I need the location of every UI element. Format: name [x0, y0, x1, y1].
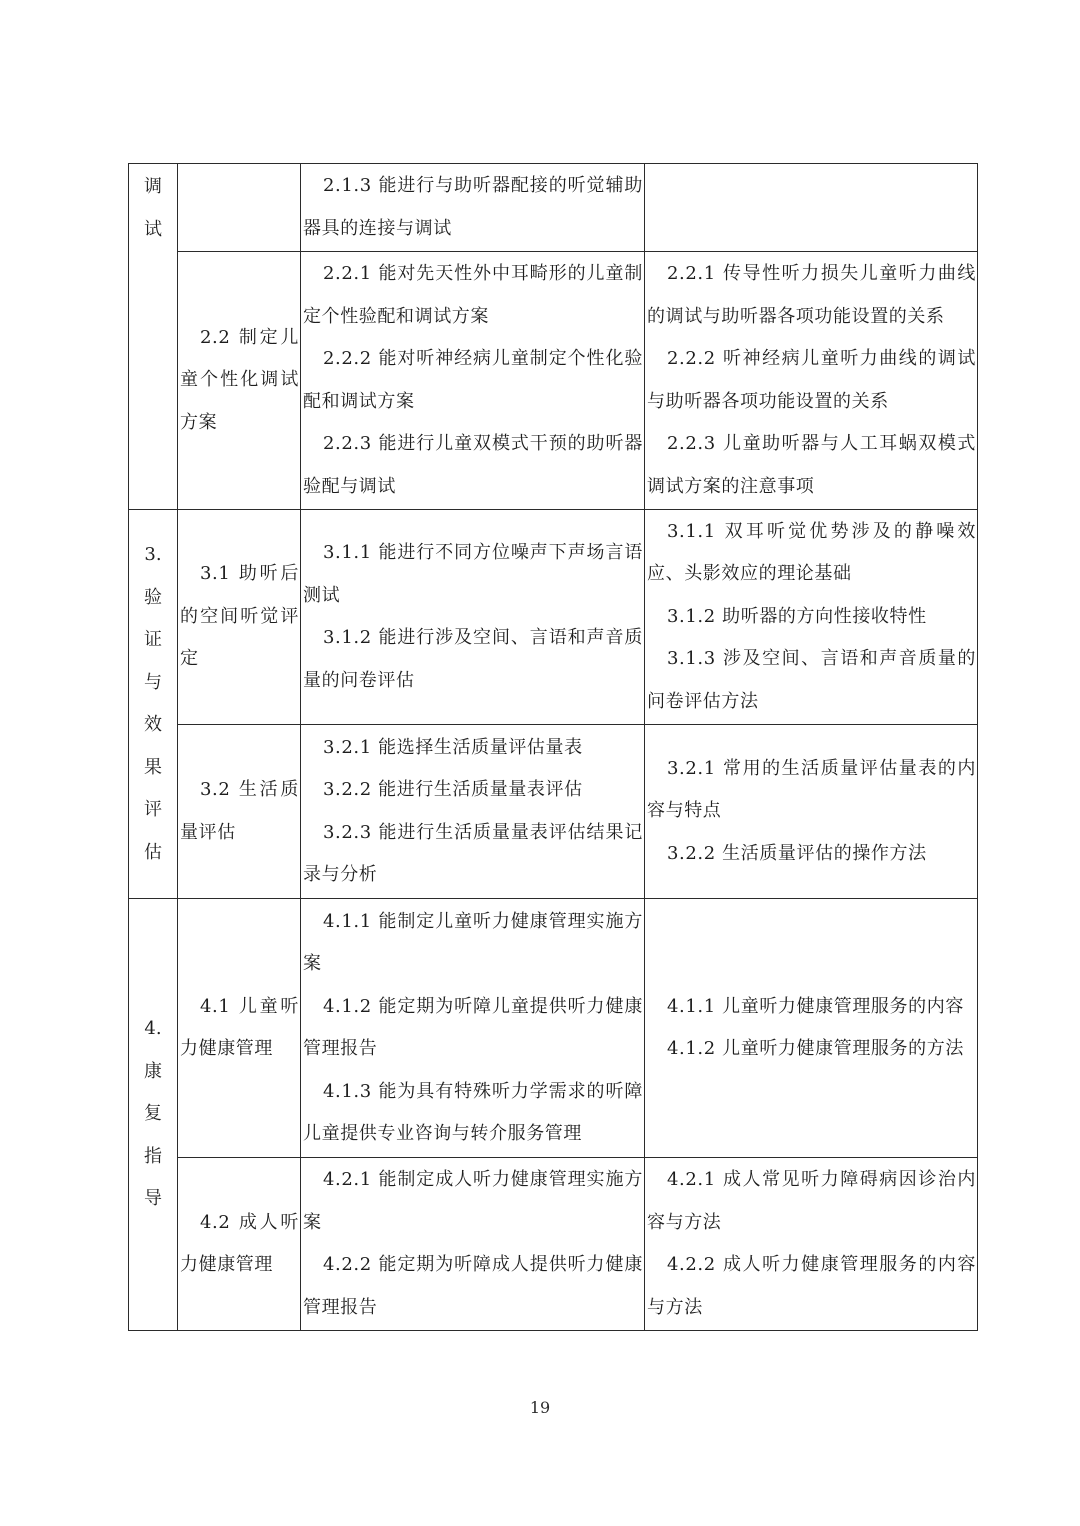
skill-text: 2.2.2 能对听神经病儿童制定个性化验配和调试方案	[303, 348, 643, 412]
skill-cell-3-2	[300, 724, 645, 899]
domain-char: 康	[144, 1060, 162, 1082]
skill-cell-2-1-3	[300, 163, 645, 252]
domain-char: 与	[144, 671, 162, 693]
knowledge-text: 3.2.2 生活质量评估的操作方法	[667, 842, 927, 864]
page-number: 19	[529, 1398, 551, 1417]
item-cell-3-2	[177, 724, 301, 899]
knowledge-cell-4-2	[644, 1157, 978, 1331]
domain-char: 3.	[144, 544, 162, 565]
domain-cell-rehabilitation	[128, 898, 178, 1331]
domain-label-debugging	[129, 164, 177, 251]
domain-label-rehabilitation	[129, 1008, 177, 1221]
competency-table	[128, 163, 978, 1331]
knowledge-cell-2-2	[644, 251, 978, 510]
skill-text: 2.2.1 能对先天性外中耳畸形的儿童制定个性验配和调试方案	[303, 263, 643, 327]
domain-cell-debugging	[128, 163, 178, 510]
skill-text: 3.2.3 能进行生活质量量表评估结果记录与分析	[303, 821, 643, 885]
skill-text: 2.2.3 能进行儿童双模式干预的助听器验配与调试	[303, 433, 643, 497]
knowledge-text: 4.1.1 儿童听力健康管理服务的内容	[667, 995, 964, 1017]
domain-char: 复	[144, 1103, 162, 1125]
skill-cell-3-1	[300, 509, 645, 725]
knowledge-cell-3-2	[644, 724, 978, 899]
skill-cell-4-1	[300, 898, 645, 1158]
domain-char: 证	[144, 629, 162, 650]
knowledge-text: 2.2.3 儿童助听器与人工耳蜗双模式调试方案的注意事项	[647, 433, 976, 497]
domain-label-verification	[129, 534, 177, 874]
item-text: 2.2 制定儿童个性化调试方案	[180, 326, 299, 433]
item-text: 4.1 儿童听力健康管理	[180, 995, 299, 1059]
knowledge-cell-2-1-3	[644, 163, 978, 252]
skill-cell-4-2	[300, 1157, 645, 1331]
skill-text: 3.2.1 能选择生活质量评估量表	[323, 736, 583, 758]
knowledge-cell-3-1	[644, 509, 978, 725]
skill-text: 4.1.2 能定期为听障儿童提供听力健康管理报告	[303, 995, 643, 1059]
knowledge-text: 2.2.2 听神经病儿童听力曲线的调试与助听器各项功能设置的关系	[647, 348, 976, 412]
knowledge-text: 3.1.3 涉及空间、言语和声音质量的问卷评估方法	[647, 648, 976, 712]
domain-char: 估	[144, 841, 162, 863]
domain-char: 指	[144, 1145, 162, 1167]
knowledge-text: 3.2.1 常用的生活质量评估量表的内容与特点	[647, 757, 976, 822]
item-text: 4.2 成人听力健康管理	[180, 1211, 299, 1275]
domain-char: 调	[144, 176, 162, 197]
item-text: 3.2 生活质量评估	[180, 779, 299, 843]
skill-text: 3.2.2 能进行生活质量量表评估	[323, 779, 583, 800]
domain-cell-verification	[128, 509, 178, 899]
item-cell-2-2	[177, 251, 301, 510]
skill-cell-2-2	[300, 251, 645, 510]
knowledge-text: 3.1.1 双耳听觉优势涉及的静噪效应、头影效应的理论基础	[647, 520, 976, 585]
skill-text: 3.1.1 能进行不同方位噪声下声场言语测试	[303, 542, 643, 606]
domain-char: 试	[144, 218, 162, 240]
skill-text: 4.2.2 能定期为听障成人提供听力健康管理报告	[303, 1254, 643, 1318]
domain-char: 效	[144, 714, 162, 735]
item-cell-4-1	[177, 898, 301, 1158]
skill-text: 3.1.2 能进行涉及空间、言语和声音质量的问卷评估	[303, 627, 643, 691]
knowledge-text: 2.2.1 传导性听力损失儿童听力曲线的调试与助听器各项功能设置的关系	[647, 263, 976, 327]
domain-char: 4.	[144, 1018, 162, 1040]
skill-text: 4.2.1 能制定成人听力健康管理实施方案	[303, 1169, 643, 1233]
knowledge-text: 4.2.2 成人听力健康管理服务的内容与方法	[647, 1254, 976, 1318]
domain-char: 评	[144, 799, 162, 820]
item-text: 3.1 助听后的空间听觉评定	[180, 563, 299, 670]
item-cell-4-2	[177, 1157, 301, 1331]
skill-text: 2.1.3 能进行与助听器配接的听觉辅助器具的连接与调试	[303, 175, 643, 239]
skill-text: 4.1.3 能为具有特殊听力学需求的听障儿童提供专业咨询与转介服务管理	[303, 1080, 643, 1144]
skill-text: 4.1.1 能制定儿童听力健康管理实施方案	[303, 910, 643, 974]
domain-char: 导	[144, 1188, 162, 1210]
item-cell-3-1	[177, 509, 301, 725]
knowledge-text: 4.1.2 儿童听力健康管理服务的方法	[667, 1038, 964, 1059]
item-cell-empty	[177, 163, 301, 252]
domain-char: 验	[144, 586, 162, 608]
knowledge-text: 3.1.2 助听器的方向性接收特性	[667, 605, 927, 627]
knowledge-cell-4-1	[644, 898, 978, 1158]
domain-char: 果	[144, 756, 162, 778]
knowledge-text: 4.2.1 成人常见听力障碍病因诊治内容与方法	[647, 1169, 976, 1233]
